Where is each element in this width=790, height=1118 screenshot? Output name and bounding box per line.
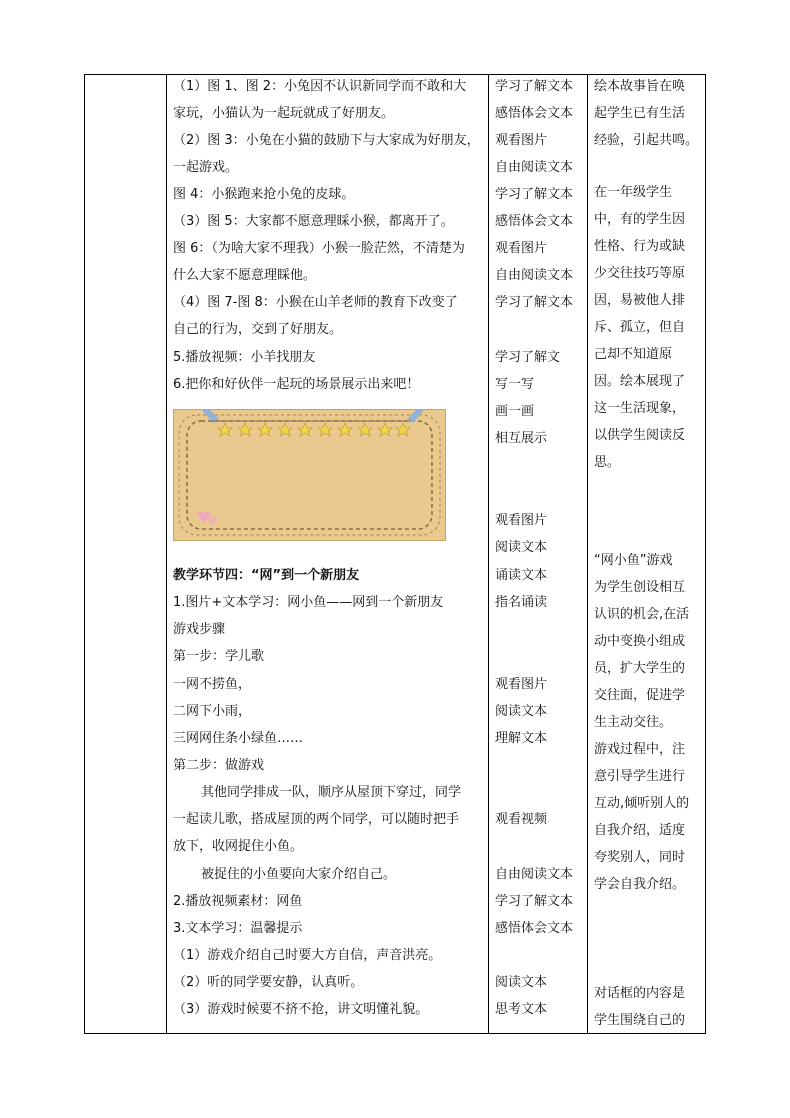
note-line: 对话框的内容是 [594, 986, 686, 1001]
note-line: 游戏过程中，注 [594, 742, 686, 757]
note-line: 学生围绕自己的 [594, 1013, 686, 1028]
content-line: 第一步：学儿歌 [173, 649, 265, 664]
table-border-right [705, 74, 706, 1034]
content-line: 图 4：小猴跑来抢小兔的皮球。 [173, 187, 355, 202]
table-border-left [84, 74, 85, 1034]
content-line: 图 6：（为啥大家不理我）小猴一脸茫然，不清楚为 [173, 241, 465, 256]
note-line: 经验，引起共鸣。 [594, 133, 699, 148]
content-line: （1）图 1、图 2：小兔因不认识新同学而不敢和大 [173, 79, 467, 94]
note-line: 为学生创设相互 [594, 580, 686, 595]
activity-item: 感悟体会文本 [495, 921, 574, 936]
activity-item: 阅读文本 [495, 975, 548, 990]
note-line: 生主动交往。 [594, 715, 673, 730]
activity-item: 观看图片 [495, 513, 548, 528]
section-title: 教学环节四：“网”到一个新朋友 [173, 568, 360, 583]
note-line: 认识的机会,在活 [594, 607, 690, 622]
note-line: 中，有的学生因 [594, 212, 686, 227]
activity-item: 写一写 [495, 377, 535, 392]
content-line: 5.播放视频：小羊找朋友 [173, 350, 316, 365]
note-line: 己却不知道原 [594, 347, 673, 362]
note-line: 性格、行为或缺 [594, 239, 686, 254]
activity-item: 画一画 [495, 404, 535, 419]
activity-item: 学习了解文本 [495, 79, 574, 94]
activity-item: 自由阅读文本 [495, 867, 574, 882]
activity-item: 学习了解文本 [495, 187, 574, 202]
content-line: （3）图 5：大家都不愿意理睬小猴，都离开了。 [173, 214, 454, 229]
content-line: （2）图 3：小兔在小猫的鼓励下与大家成为好朋友， [173, 133, 480, 148]
content-line: 什么大家不愿意理睬他。 [173, 268, 317, 283]
activity-item: 学习了解文本 [495, 894, 574, 909]
activity-item: 诵读文本 [495, 568, 548, 583]
activity-item: 学习了解文 [495, 350, 561, 365]
activity-item: 观看图片 [495, 241, 548, 256]
note-line: 在一年级学生 [594, 185, 673, 200]
note-line: “网小鱼”游戏 [594, 553, 673, 568]
activity-item: 观看图片 [495, 133, 548, 148]
note-line: 少交往技巧等原 [594, 266, 686, 281]
content-line: 一起读儿歌，搭成屋顶的两个同学，可以随时把手 [173, 812, 460, 827]
content-line: 游戏步骤 [173, 622, 226, 637]
activity-item: 阅读文本 [495, 704, 548, 719]
content-line: （4）图 7-图 8：小猴在山羊老师的教育下改变了 [173, 295, 458, 310]
note-line: 起学生已有生活 [594, 106, 686, 121]
table-border-bottom [84, 1033, 705, 1034]
note-line: 夸奖别人，同时 [594, 850, 686, 865]
content-line: 其他同学排成一队，顺序从屋顶下穿过，同学 [201, 785, 462, 800]
note-line: 意引导学生进行 [594, 769, 686, 784]
note-line: 因。绘本展现了 [594, 374, 686, 389]
star-board-illustration [173, 409, 446, 541]
activity-item: 阅读文本 [495, 540, 548, 555]
note-line: 互动,倾听别人的 [594, 796, 690, 811]
content-line: 2.播放视频素材：网鱼 [173, 894, 303, 909]
note-line: 这一生活现象， [594, 401, 686, 416]
activity-item: 感悟体会文本 [495, 214, 574, 229]
content-line: 放下，收网捉住小鱼。 [173, 839, 304, 854]
activity-item: 观看视频 [495, 812, 548, 827]
content-line: 二网下小雨， [173, 704, 252, 719]
content-line: 自己的行为，交到了好朋友。 [173, 322, 343, 337]
activity-item: 理解文本 [495, 731, 548, 746]
note-line: 因，易被他人排 [594, 293, 686, 308]
content-line: 第二步：做游戏 [173, 758, 265, 773]
table-border-top [84, 74, 705, 75]
content-line: 一网不捞鱼， [173, 677, 252, 692]
note-line: 员，扩大学生的 [594, 661, 686, 676]
activity-item: 学习了解文本 [495, 295, 574, 310]
content-line: 被捉住的小鱼要向大家介绍自己。 [201, 867, 397, 882]
table-border-col3 [488, 74, 489, 1034]
note-line: 学会自我介绍。 [594, 877, 686, 892]
note-line: 交往面，促进学 [594, 688, 686, 703]
table-border-col2 [166, 74, 167, 1034]
content-line: 6.把你和好伙伴一起玩的场景展示出来吧！ [173, 377, 420, 392]
activity-item: 思考文本 [495, 1002, 548, 1017]
content-line: 一起游戏。 [173, 160, 239, 175]
content-line: （1）游戏介绍自己时要大方自信，声音洪亮。 [173, 948, 442, 963]
content-line: 3.文本学习：温馨提示 [173, 921, 303, 936]
activity-item: 自由阅读文本 [495, 268, 574, 283]
content-line: 1.图片+文本学习：网小鱼——网到一个新朋友 [173, 595, 444, 610]
note-line: 斥、孤立，但自 [594, 320, 686, 335]
note-line: 绘本故事旨在唤 [594, 79, 686, 94]
content-line: 家玩，小猫认为一起玩就成了好朋友。 [173, 106, 395, 121]
activity-item: 相互展示 [495, 431, 548, 446]
content-line: （2）听的同学要安静，认真听。 [173, 975, 364, 990]
activity-item: 观看图片 [495, 677, 548, 692]
note-line: 思。 [594, 455, 621, 470]
note-line: 自我介绍，适度 [594, 823, 686, 838]
content-line: （3）游戏时候要不挤不抢，讲文明懂礼貌。 [173, 1002, 429, 1017]
note-line: 动中变换小组成 [594, 634, 686, 649]
activity-item: 自由阅读文本 [495, 160, 574, 175]
activity-item: 感悟体会文本 [495, 106, 574, 121]
table-border-col4 [587, 74, 588, 1034]
content-line: 三网网住条小绿鱼…… [173, 731, 304, 746]
activity-item: 指名诵读 [495, 595, 548, 610]
note-line: 以供学生阅读反 [594, 428, 686, 443]
